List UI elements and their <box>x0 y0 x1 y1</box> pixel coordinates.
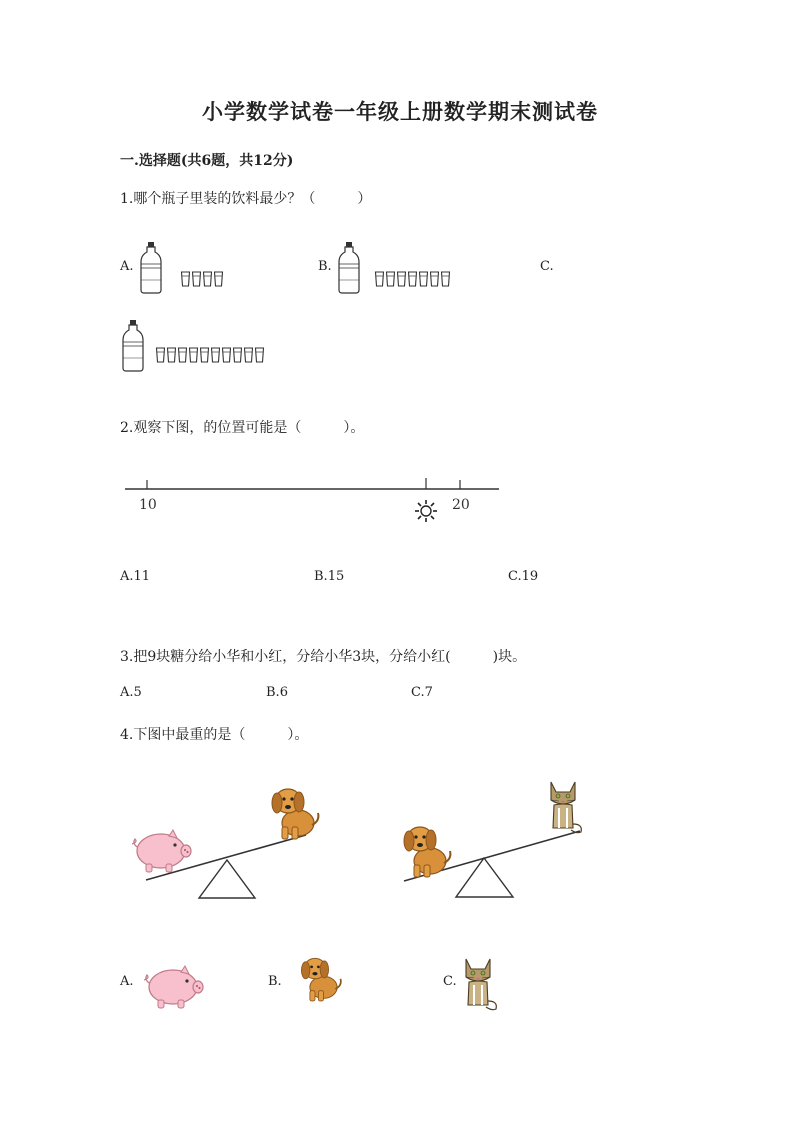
seesaw-dog-cat <box>395 778 595 903</box>
q1-option-a-label[interactable]: A. <box>120 259 134 274</box>
cup-icon <box>201 348 209 362</box>
section-heading: 一.选择题(共6题，共12分) <box>120 153 294 169</box>
q3-option-b-text: 6 <box>279 685 288 700</box>
q1-option-a-cups-icon <box>181 272 241 288</box>
number-line-start-label: 10 <box>139 497 157 513</box>
q3-option-b[interactable] <box>266 685 288 700</box>
seesaw-dog-icon <box>272 789 318 839</box>
q2-option-b-text: 15 <box>327 569 345 584</box>
cup-icon <box>212 348 220 362</box>
q1-option-c-bottle-icon <box>122 320 144 372</box>
q3-option-a[interactable] <box>120 685 142 700</box>
cup-icon <box>256 348 264 362</box>
q1-option-c-label[interactable]: C. <box>540 259 554 274</box>
cup-icon <box>190 348 198 362</box>
cup-icon <box>409 272 417 286</box>
cup-icon <box>204 272 212 286</box>
dog-icon <box>298 955 353 1005</box>
q2-option-a-label: A. <box>120 569 134 584</box>
q3-option-c[interactable] <box>411 685 433 700</box>
q3-option-c-label: C. <box>411 685 425 700</box>
cup-icon <box>168 348 176 362</box>
question-3: 3.把9块糖分给小华和小红，分给小华3块，分给小红( )块。 <box>120 649 527 665</box>
seesaw-pig-dog <box>128 785 328 905</box>
question-2: 2.观察下图，的位置可能是（ ）。 <box>120 420 365 436</box>
q2-option-a-text: 11 <box>133 569 151 584</box>
number-line <box>120 470 510 530</box>
seesaw-pig-icon <box>132 830 191 872</box>
cup-icon <box>398 272 406 286</box>
seesaw-cat-icon <box>551 782 581 833</box>
q3-option-b-label: B. <box>266 685 280 700</box>
cup-icon <box>442 272 450 286</box>
q3-option-a-text: 5 <box>133 685 142 700</box>
q1-option-b-label[interactable]: B. <box>318 259 332 274</box>
cup-icon <box>387 272 395 286</box>
q3-option-a-label: A. <box>120 685 134 700</box>
cup-icon <box>234 348 242 362</box>
q2-option-b[interactable] <box>314 569 344 584</box>
q1-option-a-bottle-icon <box>140 242 162 294</box>
q2-option-b-label: B. <box>314 569 328 584</box>
cup-icon <box>193 272 201 286</box>
question-1: 1.哪个瓶子里装的饮料最少？（ ） <box>120 191 372 207</box>
q2-option-c-text: 19 <box>521 569 539 584</box>
q1-option-b-bottle-icon <box>338 242 360 294</box>
q2-option-a[interactable] <box>120 569 150 584</box>
q1-option-c-cups-icon <box>156 348 286 364</box>
cat-icon <box>462 955 502 1010</box>
cup-icon <box>245 348 253 362</box>
q4-option-a-label[interactable]: A. <box>120 974 134 989</box>
cup-icon <box>431 272 439 286</box>
cup-icon <box>223 348 231 362</box>
question-4: 4.下图中最重的是（ ）。 <box>120 727 309 743</box>
sun-icon <box>415 500 437 522</box>
exam-title: 小学数学试卷一年级上册数学期末测试卷 <box>202 99 598 124</box>
cup-icon <box>420 272 428 286</box>
q4-option-c-label[interactable]: C. <box>443 974 457 989</box>
pig-icon <box>143 965 205 1010</box>
q1-option-b-cups-icon <box>375 272 465 288</box>
cup-icon <box>182 272 190 286</box>
cup-icon <box>157 348 165 362</box>
q4-option-b-label[interactable]: B. <box>268 974 282 989</box>
cup-icon <box>376 272 384 286</box>
number-line-end-label: 20 <box>452 497 470 513</box>
cup-icon <box>179 348 187 362</box>
q2-option-c-label: C. <box>508 569 522 584</box>
q3-option-c-text: 7 <box>424 685 433 700</box>
q2-option-c[interactable] <box>508 569 538 584</box>
cup-icon <box>215 272 223 286</box>
